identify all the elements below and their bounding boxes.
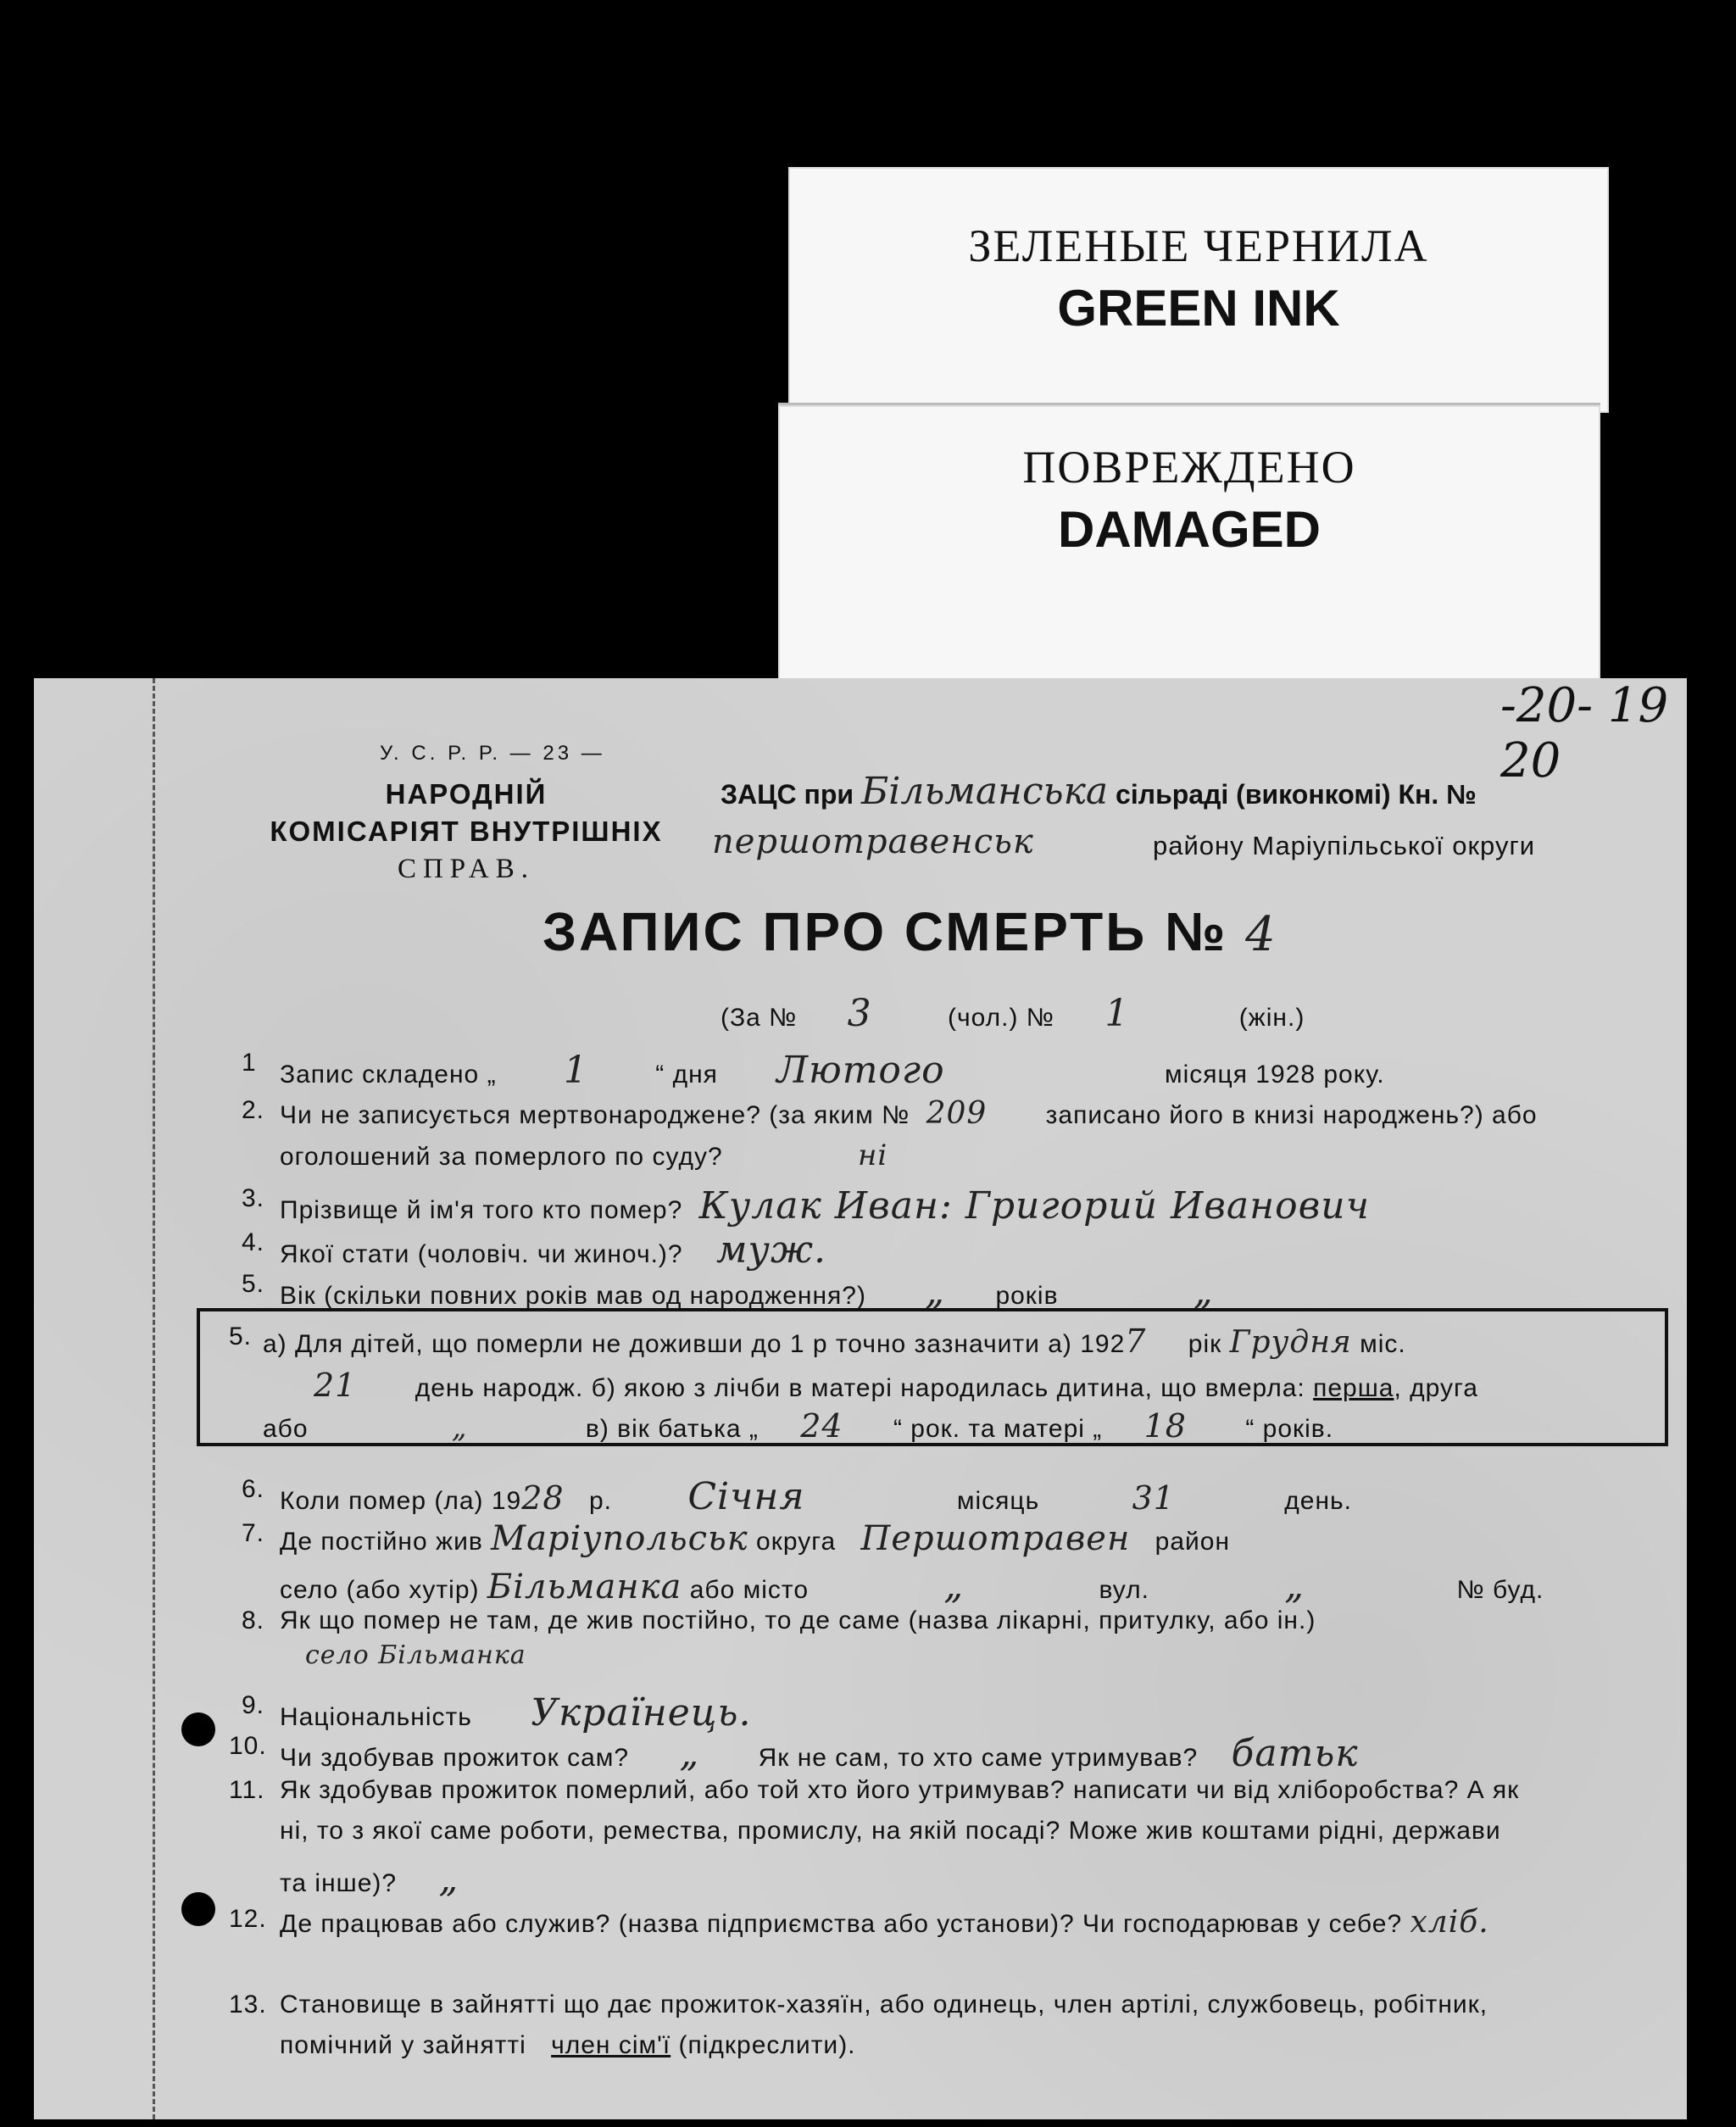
line-1 (280, 1049, 1385, 1092)
supporter-handwritten: батьк (1231, 1732, 1359, 1775)
line-4 (280, 1228, 826, 1272)
page-title (542, 900, 1278, 963)
ministry-line-2: КОМІСАРІЯТ ВНУТРІШНІХ (270, 816, 663, 847)
line-7-text-e: або місто (689, 1576, 809, 1604)
death-month-handwritten: Січня (687, 1475, 805, 1518)
line-2b (280, 1139, 887, 1172)
ministry-line-3: СПРАВ. (397, 854, 536, 884)
line-6-number: 6. (242, 1475, 265, 1503)
green-ink-label-ru: ЗЕЛЕНЫЕ ЧЕРНИЛА (968, 220, 1429, 271)
mother-age-handwritten: 18 (1143, 1407, 1187, 1445)
line-6-text-c: місяць (956, 1487, 1040, 1515)
line-7-text-g: № буд. (1456, 1576, 1544, 1604)
line-2-text-c: оголошений за померлого по суду? (280, 1143, 723, 1171)
birth-order-other-handwritten: „ (451, 1411, 468, 1445)
perforation-line (153, 678, 155, 2119)
zags-prefix: ЗАЦС при (721, 779, 854, 810)
line-5a-number: 5. (229, 1322, 253, 1350)
damaged-label-en: DAMAGED (1058, 501, 1321, 558)
line-5a-text-e: , друга (1394, 1374, 1478, 1402)
zags-suffix: сільраді (виконкомі) Кн. № (1116, 779, 1477, 810)
line-5a-text-d: день народж. б) якою з лічби в матері народилась дитина, що вмерла: (415, 1374, 1305, 1402)
birth-record-no-handwritten: 209 (926, 1096, 988, 1131)
residence-okrug-handwritten: Маріупольськ (491, 1519, 748, 1558)
line-9-number: 9. (242, 1691, 265, 1719)
line-3 (280, 1184, 1370, 1228)
line-7-text-b: округа (756, 1528, 837, 1556)
line-5-text-a: Вік (скільки повних років мав од народження?) (280, 1282, 866, 1310)
line-6-text-a: Коли помер (ла) 19 (280, 1487, 522, 1515)
sex-handwritten: муж. (715, 1228, 826, 1272)
line-9 (280, 1691, 751, 1734)
region-handwritten: першотравенськ (712, 822, 1034, 861)
line-10-text-b: Як не сам, то хто саме утримував? (758, 1744, 1199, 1772)
line-11-text-b: ні, то з якої саме роботи, ремества, промислу, на якій посаді? Може жив коштами рідні, держави (280, 1817, 1501, 1845)
line-10 (280, 1732, 1359, 1775)
line-6 (280, 1475, 1352, 1518)
line-5a-text-a: а) Для дітей, що померли не доживши до 1 р точно зазначити а) 192 (263, 1330, 1126, 1358)
damaged-label-card (778, 403, 1600, 685)
death-place-handwritten: село Більманка (305, 1640, 526, 1670)
line-7 (280, 1519, 1230, 1558)
line-5-text-b: років (995, 1282, 1059, 1310)
residence-raion-handwritten: Першотравен (860, 1519, 1131, 1558)
line-5a-text-g: в) вік батька „ (585, 1415, 759, 1443)
record-month-handwritten: Лютого (776, 1049, 945, 1092)
damaged-label-ru: ПОВРЕЖДЕНО (1022, 442, 1356, 493)
sheet-number-handwritten: -20- 19 20 (1500, 678, 1669, 788)
line-4-number: 4. (242, 1228, 265, 1256)
line-13-number: 13. (229, 1991, 267, 2018)
zags-village-handwritten: Більманська (860, 770, 1109, 813)
residence-city-handwritten: „ (943, 1564, 965, 1607)
line-7-text-a: Де постійно жив (280, 1528, 483, 1556)
line-8-text: Як що помер не там, де жив постійно, то де саме (назва лікарні, притулку, або ін.) (280, 1606, 1316, 1634)
green-ink-label-en: GREEN INK (1057, 280, 1340, 337)
workplace-handwritten: хліб. (1410, 1905, 1489, 1940)
line-1-text-c: місяця 1928 року. (1165, 1061, 1385, 1089)
line-7-number: 7. (242, 1519, 265, 1547)
line-5a (263, 1322, 1406, 1360)
line-5a-text-i: “ років. (1245, 1415, 1334, 1443)
nationality-handwritten: Українець. (531, 1691, 752, 1734)
line-9-text: Національність (280, 1703, 472, 1731)
occupation-handwritten: „ (438, 1857, 459, 1901)
region-text: району Маріупільської округи (1153, 831, 1536, 860)
title-number-handwritten: 4 (1245, 907, 1278, 962)
line-5a-text-f: або (263, 1415, 309, 1443)
line-11c (280, 1857, 459, 1901)
line-2-text-b: записано його в книзі народжень?) або (1045, 1101, 1538, 1129)
line-5a-3 (263, 1407, 1333, 1445)
ministry-header (229, 776, 704, 888)
line-10-text-a: Чи здобував прожиток сам? (280, 1744, 630, 1772)
line-12 (280, 1905, 1489, 1940)
ministry-line-1: НАРОДНІЙ (385, 778, 548, 810)
father-age-handwritten: 24 (800, 1407, 843, 1445)
ussr-line: У. С. Р. Р. — 23 — (380, 742, 605, 765)
death-day-handwritten: 31 (1132, 1479, 1175, 1517)
line-8-number: 8. (242, 1606, 265, 1634)
line-11-number: 11. (229, 1776, 265, 1804)
line-13-text-b: помічний у зайнятті (280, 2031, 526, 2059)
birth-order-first-underlined: перша (1313, 1374, 1394, 1402)
line-10-number: 10. (229, 1732, 267, 1760)
line-11-text-c: та інше)? (280, 1869, 398, 1897)
death-record-form (34, 678, 1687, 2119)
family-member-underlined: член сім'ї (551, 2031, 671, 2059)
line-12-number: 12. (229, 1905, 267, 1933)
line-6-text-d: день. (1284, 1487, 1353, 1515)
child-birth-year-handwritten: 7 (1125, 1322, 1147, 1360)
age-handwritten: „ (925, 1270, 946, 1313)
residence-street-handwritten: „ (1284, 1564, 1305, 1607)
za-line (721, 992, 1305, 1035)
line-5a-text-b: рік (1188, 1330, 1222, 1358)
line-13b (280, 2031, 856, 2060)
za-text: (За № (721, 1004, 798, 1032)
self-supporting-handwritten: „ (679, 1732, 700, 1775)
line-13-text-a: Становище в зайнятті що дає прожиток-хазяїн, або одинець, член артілі, службовець, робітник, (280, 1991, 1488, 2018)
line-1-number: 1 (242, 1049, 257, 1077)
female-number-handwritten: 1 (1104, 992, 1130, 1035)
line-7-text-c: район (1155, 1528, 1231, 1556)
court-declared-handwritten: ні (858, 1139, 888, 1172)
line-7b (280, 1564, 1544, 1607)
residence-village-handwritten: Більманка (487, 1567, 682, 1606)
child-birth-month-handwritten: Грудня (1229, 1325, 1352, 1360)
line-2-number: 2. (242, 1096, 265, 1124)
line-4-text: Якої стати (чоловіч. чи жиноч.)? (280, 1240, 683, 1268)
male-text: (чол.) № (948, 1004, 1054, 1032)
punch-hole (181, 1892, 215, 1926)
zags-line (721, 770, 1477, 813)
line-13-text-d: (підкреслити). (678, 2031, 856, 2059)
line-12-text: Де працював або служив? (назва підприємства або установи)? Чи господарював у себе? (280, 1910, 1403, 1938)
line-1-text-b: “ дня (655, 1061, 718, 1089)
line-1-text-a: Запис складено „ (280, 1061, 497, 1089)
line-2 (280, 1096, 1538, 1131)
line-7-text-f: вул. (1099, 1576, 1149, 1604)
punch-hole (181, 1712, 215, 1746)
line-5a-2 (263, 1367, 1478, 1404)
line-5a-text-c: міс. (1360, 1330, 1406, 1358)
line-2-text-a: Чи не записується мертвонароджене? (за яким № (280, 1101, 910, 1129)
line-7-text-d: село (або хутір) (280, 1576, 480, 1604)
age-handwritten-2: „ (1193, 1270, 1214, 1313)
deceased-name-handwritten: Кулак Иван: Григорий Иванович (698, 1184, 1370, 1228)
green-ink-label-card (788, 167, 1609, 413)
line-11-text-a: Як здобував прожиток померлий, або той хто його утримував? написати чи від хліборобства? А як (280, 1776, 1520, 1804)
male-number-handwritten: 3 (847, 992, 872, 1035)
line-5a-text-h: “ рок. та матері „ (893, 1415, 1103, 1443)
female-text: (жін.) (1238, 1004, 1305, 1032)
line-6-text-b: р. (588, 1487, 612, 1515)
death-year-handwritten: 28 (521, 1479, 565, 1517)
line-5-number: 5. (242, 1270, 265, 1298)
line-3-text: Прізвище й ім'я того кто помер? (280, 1196, 683, 1224)
child-birth-day-handwritten: 21 (314, 1367, 357, 1404)
record-day-handwritten: 1 (563, 1049, 588, 1092)
line-3-number: 3. (242, 1184, 265, 1212)
line-5 (280, 1270, 1214, 1313)
title-text: ЗАПИС ПРО СМЕРТЬ № (542, 901, 1228, 962)
